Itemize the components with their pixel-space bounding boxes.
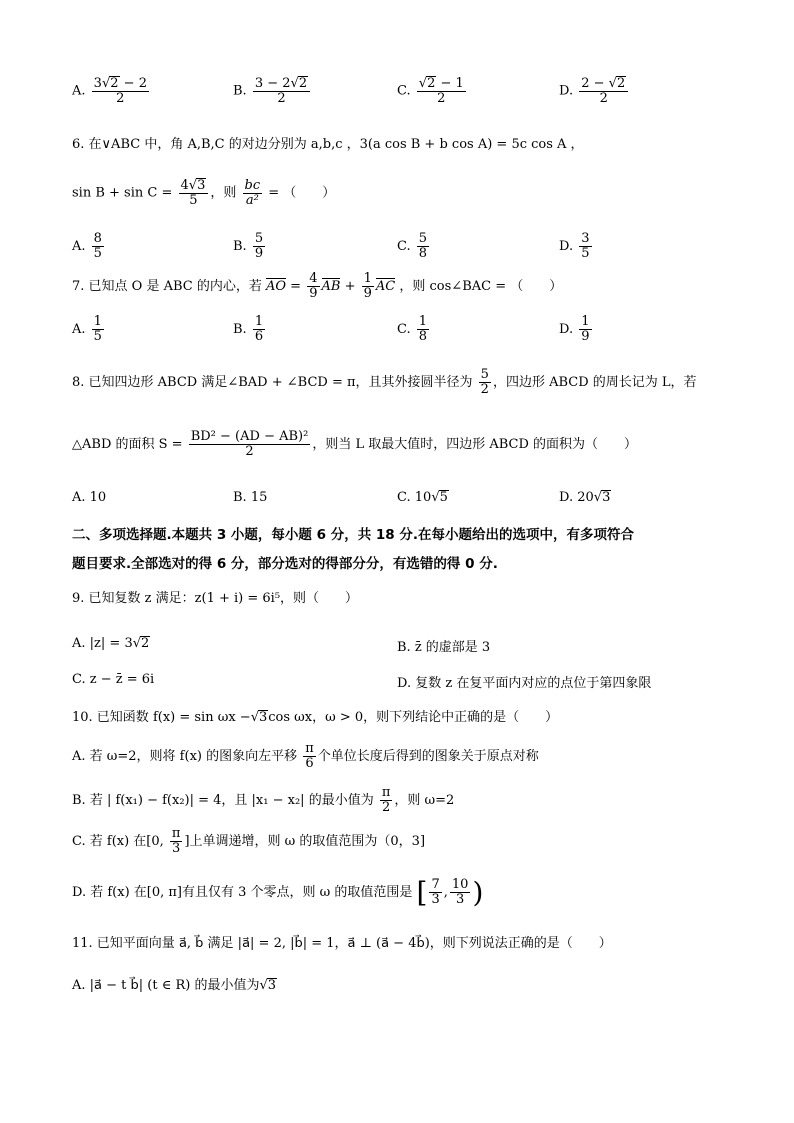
q5-option-c	[397, 76, 468, 106]
q6-option-d: D. $\frac{3}{5}$	[559, 231, 590, 261]
vector-ab: AB	[321, 279, 341, 294]
q10-option-d: D. 若 f(x) 在[0, π]有且仅有 3 个零点，则 ω 的取值范围是 [ $\frac{7}{3}$ , $\frac{10}{3}$ )	[72, 875, 484, 909]
vector-ac: AC	[375, 279, 396, 294]
q11-option-a: A. |a⃗ − t b⃗| (t ∈ R) 的最小值为√3	[72, 978, 277, 993]
section-2-heading-line2: 题目要求.全部选对的得 6 分，部分选对的得部分分，有选错的得 0 分.	[72, 556, 498, 572]
section-2-heading-line1: 二、多项选择题.本题共 3 小题，每小题 6 分，共 18 分.在每小题给出的选项中，有多项符合	[72, 527, 635, 543]
q7-option-b: B. $\frac{1}{6}$	[233, 314, 264, 344]
q11-stem: 11. 已知平面向量 a⃗, b⃗ 满足 |a⃗| = 2, |b⃗| = 1，a⃗ ⊥ (a⃗ − 4b⃗)，则下列说法正确的是（ ）	[72, 936, 612, 951]
fraction: $\frac{3 - 2√2}{2}$	[253, 76, 310, 106]
q8-stem-line2: △ABD 的面积 S = $\frac{\text{BD² − (AD − AB)²}}{2}$ ，则当 L 取最大值时，四边形 ABCD 的面积为（ ）	[72, 429, 638, 459]
q7-option-a: A. $\frac{1}{5}$	[72, 314, 102, 344]
option-letter: C.	[397, 83, 411, 99]
vector-ao: AO	[266, 279, 287, 294]
fraction: $\frac{3√2 - 2}{2}$	[93, 76, 147, 106]
q6-option-b: B. $\frac{5}{9}$	[233, 231, 264, 261]
q10-stem: 10. 已知函数 f(x) = sin ωx −√3cos ωx，ω > 0，则下列结论中正确的是（ ）	[72, 710, 559, 725]
q5-option-b	[233, 76, 312, 106]
q6-stem-line2: sin B + sin C = $\frac{4√3}{5}$ ，则 $\frac{bc}{\text{a²}}$ = （ ）	[72, 177, 336, 208]
fraction: $\frac{√2 - 1}{2}$	[418, 76, 464, 106]
q5-option-d	[559, 76, 630, 106]
option-letter: B.	[233, 83, 247, 99]
option-letter: A.	[72, 83, 86, 99]
q7-option-c: C. $\frac{1}{8}$	[397, 314, 428, 344]
q6-stem-line1: 6. 在∨ABC 中，角 A,B,C 的对边分别为 a,b,c ，3(a cos B + b cos A) = 5c cos A ，	[72, 137, 584, 152]
q6-option-a: A. $\frac{8}{5}$	[72, 231, 102, 261]
q10-option-a: A. 若 ω=2，则将 f(x) 的图象向左平移 $\frac{\pi}{6}$ 个单位长度后得到的图象关于原点对称	[72, 741, 539, 771]
q8-option-c: C. 10√5	[397, 490, 448, 505]
q9-option-a: A. |z| = 3√2	[72, 636, 150, 651]
q7-option-d: D. $\frac{1}{9}$	[559, 314, 590, 344]
q8-option-d: D. 20√3	[559, 490, 611, 505]
q10-option-b: B. 若 | f(x₁) − f(x₂)| = 4，且 |x₁ − x₂| 的最小值为 $\frac{\pi}{2}$ ，则 ω=2	[72, 785, 455, 815]
q8-option-a: A. 10	[72, 490, 107, 505]
q7-stem: 7. 已知点 O 是 ABC 的内心，若 AO = $\frac{4}{9}$ AB + $\frac{1}{9}$ AC ，则 cos∠BAC = （ ）	[72, 271, 563, 301]
q9-option-b: B. z̄ 的虚部是 3	[397, 640, 491, 655]
q8-option-b: B. 15	[233, 490, 268, 505]
q5-option-a	[72, 76, 151, 106]
fraction: $\frac{bc}{\text{a²}}$	[244, 177, 261, 208]
q9-stem: 9. 已知复数 z 满足：z(1 + i) = 6i⁵，则（ ）	[72, 591, 359, 606]
q6-option-c: C. $\frac{5}{8}$	[397, 231, 428, 261]
option-letter: D.	[559, 83, 574, 99]
fraction: $\frac{2 - √2}{2}$	[579, 76, 628, 106]
q9-option-d: D. 复数 z 在复平面内对应的点位于第四象限	[397, 676, 652, 691]
q8-stem-line1: 8. 已知四边形 ABCD 满足∠BAD + ∠BCD = π，且其外接圆半径为 $\frac{5}{2}$ ，四边形 ABCD 的周长记为 L，若	[72, 367, 697, 397]
fraction: $\frac{4√3}{5}$	[179, 178, 209, 208]
q10-option-c: C. 若 f(x) 在[0, $\frac{\pi}{3}$ ]上单调递增，则 ω 的取值范围为（0，3]	[72, 826, 426, 856]
q9-option-c: C. z − z̄ = 6i	[72, 672, 155, 687]
